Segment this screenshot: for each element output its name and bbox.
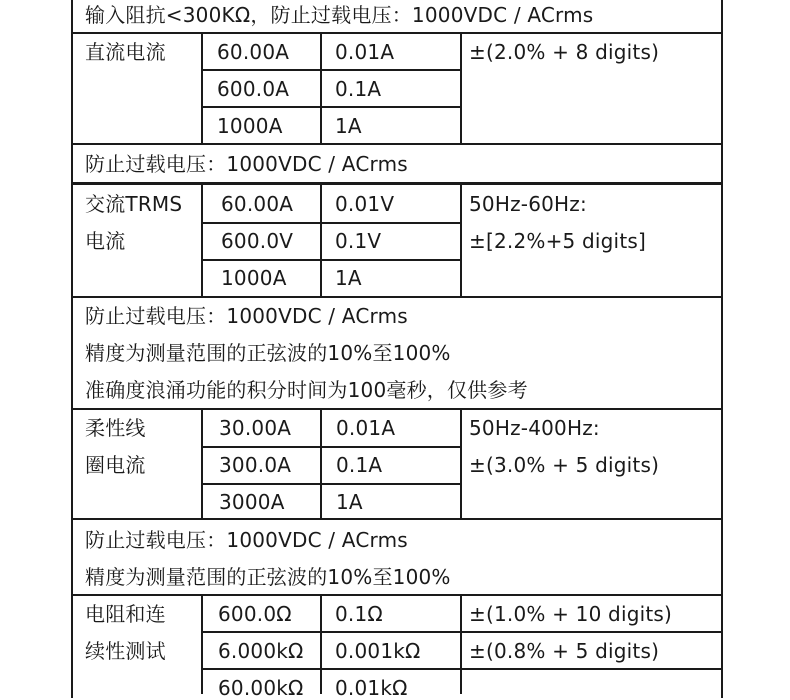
flex-accuracy: ±(3.0% + 5 digits) xyxy=(469,453,660,477)
flex-frequency: 50Hz-400Hz: xyxy=(469,416,600,440)
ac-range-2: 600.0V xyxy=(221,229,294,253)
resistance-label-line2: 续性测试 xyxy=(85,639,166,663)
rule-dc-note-bottom xyxy=(71,182,721,185)
dc-current-label: 直流电流 xyxy=(85,40,166,64)
ac-frequency: 50Hz-60Hz: xyxy=(469,192,587,216)
dc-res-2: 0.1A xyxy=(335,77,382,101)
rule-ac-note-bottom xyxy=(71,408,721,410)
col-rule-res-3 xyxy=(460,594,462,694)
flex-current-label-line2: 圈电流 xyxy=(85,453,146,477)
ac-res-2: 0.1V xyxy=(335,229,382,253)
col-rule-flex-3 xyxy=(460,408,462,519)
flex-range-2: 300.0A xyxy=(219,453,292,477)
flex-current-label-line1: 柔性线 xyxy=(85,416,146,440)
res-res-3: 0.01kΩ xyxy=(335,676,408,700)
col-rule-flex-2 xyxy=(320,408,322,519)
note-flex-overload: 防止过载电压：1000VDC / ACrms xyxy=(85,528,408,552)
rule-ac-row2 xyxy=(201,259,461,261)
ac-accuracy: ±[2.2%+5 digits] xyxy=(469,229,646,253)
col-rule-flex-1 xyxy=(201,408,203,519)
rule-dc-row2 xyxy=(201,106,461,108)
dc-res-3: 1A xyxy=(335,114,362,138)
dc-range-3: 1000A xyxy=(217,114,283,138)
note-ac-overload: 防止过载电压：1000VDC / ACrms xyxy=(85,304,408,328)
note-ac-accuracy: 精度为测量范围的正弦波的10%至100% xyxy=(85,341,451,365)
rule-flex-note-bottom xyxy=(71,594,721,596)
col-rule-ac-1 xyxy=(201,184,203,297)
res-range-2: 6.000kΩ xyxy=(218,639,304,663)
rule-dc-row1 xyxy=(201,69,461,71)
res-range-1: 600.0Ω xyxy=(218,602,292,626)
res-res-1: 0.1Ω xyxy=(335,602,383,626)
col-rule-dc-2 xyxy=(320,32,322,144)
rule-flex-row2 xyxy=(201,483,461,485)
ac-current-label-line2: 电流 xyxy=(85,229,126,253)
col-rule-ac-3 xyxy=(460,184,462,297)
note-input-impedance: 输入阻抗<300KΩ，防止过载电压：1000VDC / ACrms xyxy=(85,3,594,27)
rule-top-note-bottom xyxy=(71,32,721,34)
rule-flex-bottom xyxy=(71,518,721,520)
col-rule-res-1 xyxy=(201,594,203,694)
col-rule-res-2 xyxy=(320,594,322,694)
rule-dc-bottom xyxy=(71,143,721,145)
ac-range-3: 1000A xyxy=(221,266,287,290)
dc-accuracy: ±(2.0% + 8 digits) xyxy=(469,40,660,64)
res-range-3: 60.00kΩ xyxy=(218,676,304,700)
note-flex-accuracy: 精度为测量范围的正弦波的10%至100% xyxy=(85,565,451,589)
rule-ac-row1 xyxy=(201,222,461,224)
col-rule-ac-2 xyxy=(320,184,322,297)
flex-res-1: 0.01A xyxy=(336,416,396,440)
flex-res-3: 1A xyxy=(336,490,363,514)
ac-res-1: 0.01V xyxy=(335,192,395,216)
flex-range-3: 3000A xyxy=(219,490,285,514)
res-accuracy-2: ±(0.8% + 5 digits) xyxy=(469,639,660,663)
note-dc-overload: 防止过载电压：1000VDC / ACrms xyxy=(85,152,408,176)
dc-res-1: 0.01A xyxy=(335,40,395,64)
ac-range-1: 60.00A xyxy=(221,192,294,216)
dc-range-2: 600.0A xyxy=(217,77,290,101)
ac-res-3: 1A xyxy=(335,266,362,290)
res-res-2: 0.001kΩ xyxy=(335,639,421,663)
flex-res-2: 0.1A xyxy=(336,453,383,477)
flex-range-1: 30.00A xyxy=(219,416,292,440)
resistance-label-line1: 电阻和连 xyxy=(85,602,166,626)
col-rule-dc-3 xyxy=(460,32,462,144)
ac-current-label-line1: 交流TRMS xyxy=(85,192,183,216)
res-accuracy-1: ±(1.0% + 10 digits) xyxy=(469,602,673,626)
col-rule-dc-1 xyxy=(201,32,203,144)
dc-range-1: 60.00A xyxy=(217,40,290,64)
rule-flex-row1 xyxy=(201,446,461,448)
note-ac-surge: 准确度浪涌功能的积分时间为100毫秒，仅供参考 xyxy=(85,378,528,402)
rule-ac-bottom xyxy=(71,296,721,298)
